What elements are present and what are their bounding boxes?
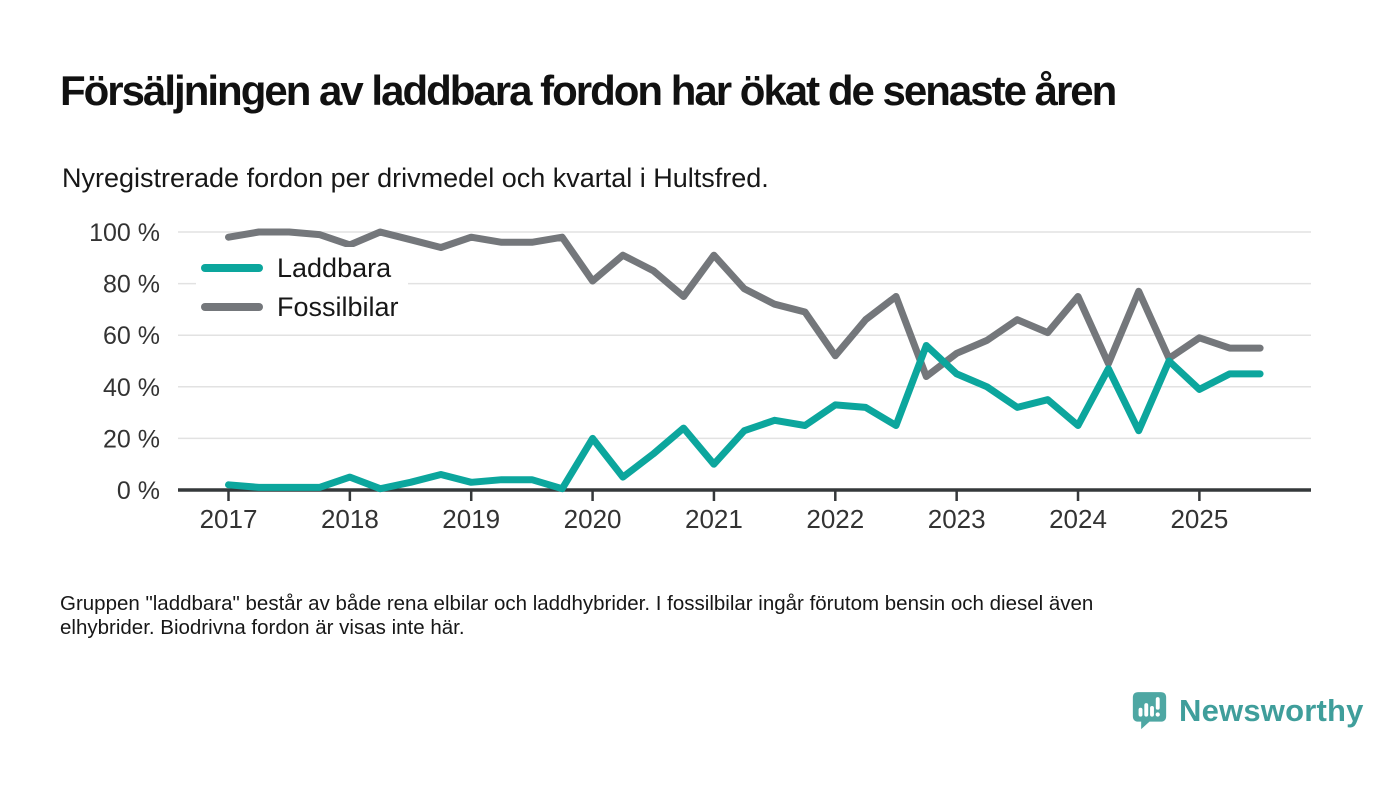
- footnote-line-2: elhybrider. Biodrivna fordon är visas inte här.: [60, 615, 465, 639]
- legend-label-fossilbilar: Fossilbilar: [277, 292, 399, 322]
- chart-title: Försäljningen av laddbara fordon har ökat de senaste åren: [60, 67, 1116, 114]
- y-axis-tick-label: 40 %: [103, 373, 160, 402]
- x-axis-tick-label: 2021: [685, 504, 743, 534]
- y-axis-tick-label: 0 %: [116, 477, 160, 505]
- chart-subtitle: Nyregistrerade fordon per drivmedel och kvartal i Hultsfred.: [62, 163, 769, 193]
- logo-exclamation-dot: [1156, 712, 1160, 716]
- footnote: [60, 592, 1350, 639]
- x-axis-tick-label: 2017: [199, 504, 258, 534]
- logo-bar-2: [1144, 703, 1148, 716]
- x-axis-tick-label: 2023: [927, 504, 986, 534]
- x-axis-tick-label: 2019: [442, 504, 501, 534]
- y-axis-tick-label: 20 %: [103, 425, 160, 454]
- logo-bar-3: [1150, 705, 1154, 716]
- newsworthy-logo: [1131, 689, 1364, 733]
- y-axis-tick-label: 60 %: [103, 322, 160, 351]
- legend-label-laddbara: Laddbara: [277, 253, 392, 283]
- speech-bubble-shape: [1133, 692, 1166, 729]
- x-axis-tick-label: 2018: [320, 504, 379, 534]
- logo-exclamation-bar: [1156, 697, 1160, 709]
- y-axis-tick-label: 80 %: [103, 270, 160, 299]
- x-axis-tick-label: 2020: [563, 504, 622, 534]
- legend: [196, 247, 408, 327]
- y-axis-tick-label: 100 %: [89, 219, 160, 247]
- newsworthy-wordmark: Newsworthy: [1179, 693, 1364, 728]
- footnote-line-1: Gruppen "laddbara" består av både rena elbilar och laddhybrider. I fossilbilar ingår förutom bensin och diesel även: [60, 592, 1094, 615]
- x-axis-tick-label: 2022: [806, 504, 865, 534]
- series-line-laddbara: [229, 346, 1261, 489]
- logo-bar-1: [1139, 707, 1143, 716]
- speech-bubble-bar-chart-icon: [1131, 690, 1168, 733]
- x-axis-tick-label: 2025: [1170, 504, 1229, 534]
- x-axis-tick-label: 2024: [1049, 504, 1107, 534]
